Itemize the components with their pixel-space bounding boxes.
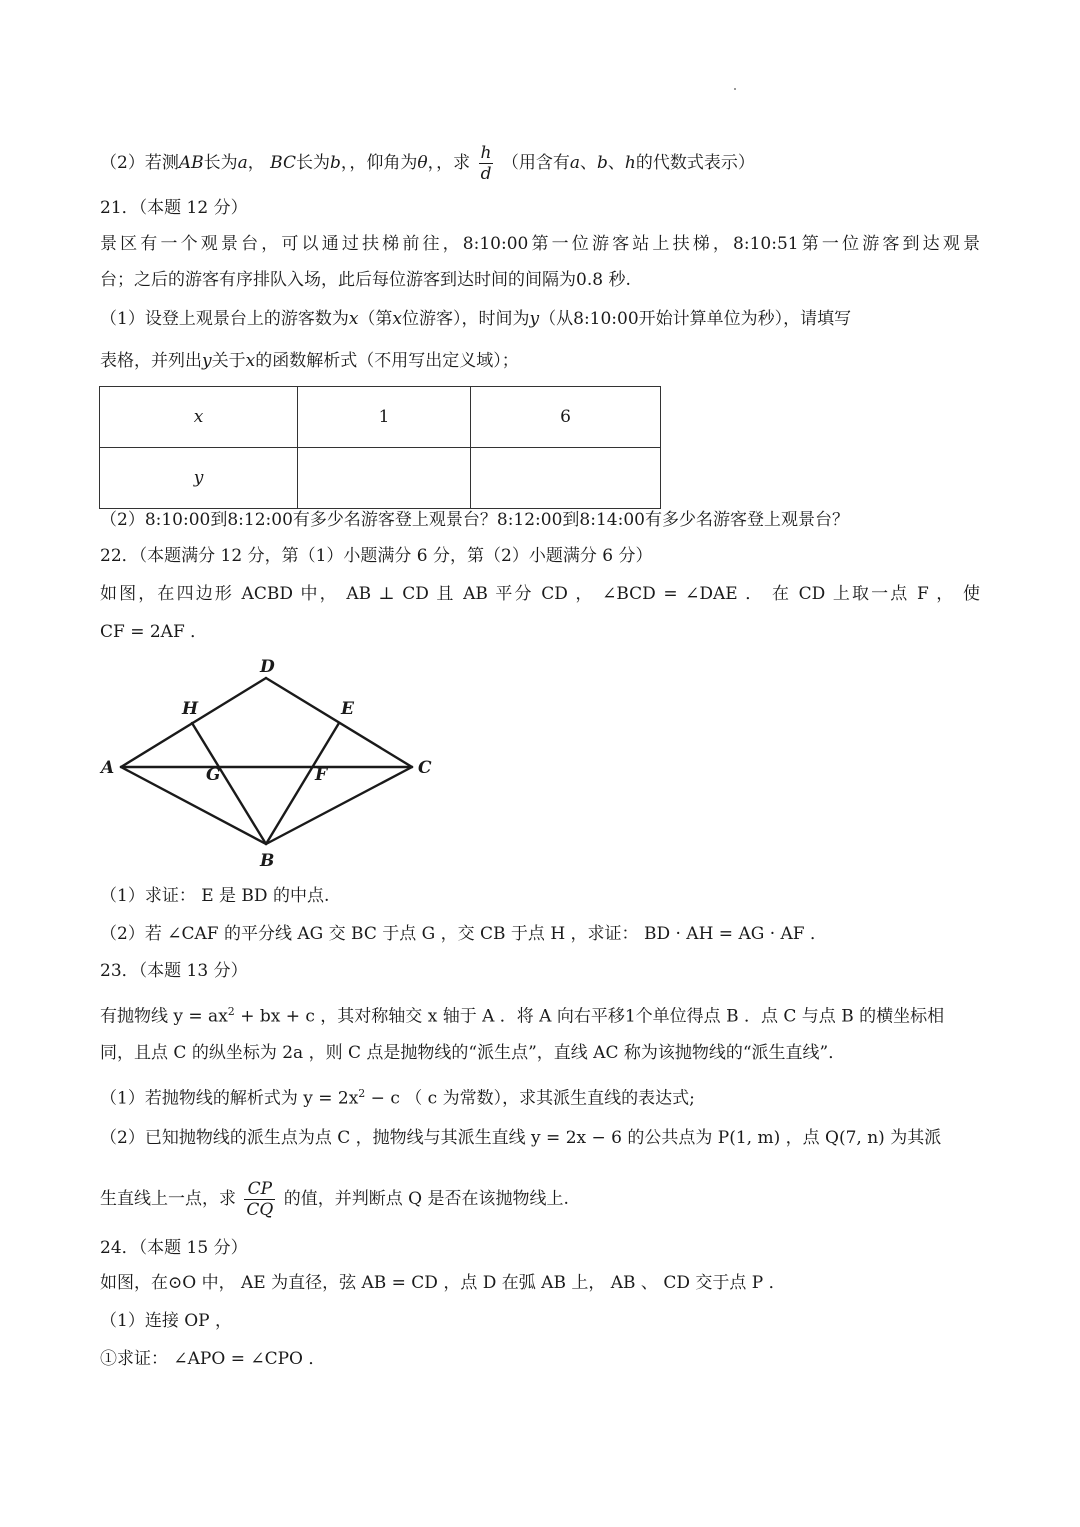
q22-line1: 如图，在四边形 ACBD 中， AB ⊥ CD 且 AB 平分 CD ， ∠BCD = ∠DAE ． 在 CD 上取一点 F ， 使 (100, 584, 980, 604)
q22-part1: （1）求证： E 是 BD 的中点. (100, 886, 330, 906)
q21-line1: 景区有一个观景台，可以通过扶梯前往，8:10:00第一位游客站上扶梯，8:10:51第一位游客到达观景 (100, 234, 980, 254)
q21-part1-line2: 表格，并列出y关于x的函数解析式（不用写出定义域）； (100, 351, 519, 371)
q21-heading: 21．（本题 12 分） (100, 198, 248, 218)
table-cell: 1 (298, 387, 471, 448)
table-cell (471, 448, 661, 509)
table-cell: y (100, 448, 298, 509)
label-A: A (101, 758, 115, 778)
q23-heading: 23．（本题 13 分） (100, 961, 248, 981)
label-G: G (206, 765, 221, 785)
cp-over-cq-fraction: $\frac{CP}{CQ}$ (246, 1179, 274, 1220)
q22-heading: 22．（本题满分 12 分，第（1）小题满分 6 分，第（2）小题满分 6 分） (100, 546, 653, 566)
label-H: H (182, 699, 199, 719)
q21-part1: （1）设登上观景台上的游客数为x（第x位游客），时间为y（从8:10:00开始计算单位为秒），请填写 (100, 309, 852, 329)
q23-line1: 有抛物线 $y = ax^2$ + bx + c ，其对称轴交 x 轴于 A ．将 A 向右平移1个单位得点 B ．点 C 与点 B 的横坐标相 (100, 1005, 945, 1027)
scan-speck (734, 88, 736, 90)
q21-part2: （2）8:10:00到8:12:00有多少名游客登上观景台？8:12:00到8:14:00有多少名游客登上观景台？ (100, 510, 849, 530)
q22-part2: （2）若 ∠CAF 的平分线 AG 交 BC 于点 G ，交 CB 于点 H ，求证： BD · AH = AG · AF ． (100, 924, 827, 944)
q23-part2-line1: （2）已知抛物线的派生点为点 C ，抛物线与其派生直线 y = 2x − 6 的公共点为 P(1, m) ，点 Q(7, n) 为其派 (100, 1128, 942, 1148)
edge-BA (121, 767, 266, 844)
q24-line1: 如图，在⊙O 中， AE 为直径，弦 AB = CD ，点 D 在弧 AB 上， AB 、 CD 交于点 P ． (100, 1273, 786, 1293)
q21-line2: 台；之后的游客有序排队入场，此后每位游客到达时间的间隔为0.8 秒. (100, 270, 631, 290)
edge-AD (121, 678, 266, 767)
label-F: F (315, 765, 328, 785)
table-cell: x (100, 387, 298, 448)
table-cell (298, 448, 471, 509)
q23-part2-line2: 生直线上一点，求 $\frac{CP}{CQ}$ 的值，并判断点 Q 是否在该抛物线上. (100, 1179, 569, 1220)
label-C: C (418, 758, 432, 778)
h-over-d-fraction: $\frac{h}{d}$ (480, 143, 492, 184)
q20-part2: （2）若测AB长为a， BC长为b，，仰角为θ，，求 $\frac{h}{d}$ （用含有a、b、h的代数式表示） (100, 143, 755, 184)
q24-part1-i: ①求证： ∠APO = ∠CPO ． (100, 1349, 326, 1369)
q22-line2: CF = 2AF ． (100, 622, 208, 642)
quadrilateral-figure (92, 650, 452, 875)
segment-BH (192, 723, 266, 844)
q24-part1: （1）连接 OP ， (100, 1311, 232, 1331)
q23-part1: （1）若抛物线的解析式为 $y = 2x^2 - c$ （ c 为常数），求其派生直线的表达式; (100, 1087, 695, 1109)
label-E: E (341, 699, 354, 719)
q23-line2: 同，且点 C 的纵坐标为 2a ，则 C 点是抛物线的“派生点”，直线 AC 称为该抛物线的“派生直线”． (100, 1043, 846, 1063)
table-cell: 6 (471, 387, 661, 448)
label-B: B (260, 851, 275, 871)
table-row (100, 448, 661, 509)
label-D: D (260, 657, 275, 677)
q24-heading: 24．（本题 15 分） (100, 1238, 248, 1258)
xy-table (99, 386, 661, 509)
table-row (100, 387, 661, 448)
